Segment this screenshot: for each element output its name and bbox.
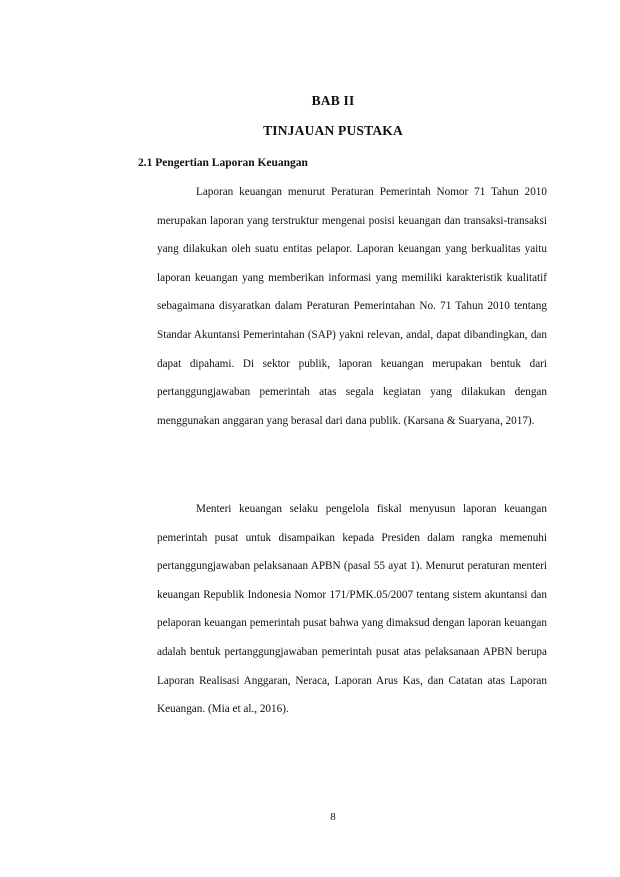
body-paragraph: Laporan keuangan menurut Peraturan Pemerintah Nomor 71 Tahun 2010 merupakan laporan yang terstruktur mengenai posisi keuangan dan transaksi-transaksi yang dilakukan oleh suatu entitas pelapor. Laporan keuangan yang berkualitas yaitu laporan keuangan yang memberikan informasi yang memiliki karakteristik kualitatif sebagaimana disyaratkan dalam Peraturan Pemerintahan No. 71 Tahun 2010 tentang Standar Akuntansi Pemerintahan (SAP) yakni relevan, andal, dapat dibandingkan, dan dapat dipahami. Di sektor publik, laporan keuangan merupakan bentuk dari pertanggungjawaban pemerintah atas segala kegiatan yang dilakukan dengan menggunakan anggaran yang berasal dari dana publik. (Karsana & Suaryana, 2017). [157,186,547,427]
chapter-title: TINJAUAN PUSTAKA [263,123,403,138]
body-paragraph: Menteri keuangan selaku pengelola fiskal menyusun laporan keuangan pemerintah pusat untuk disampaikan kepada Presiden dalam rangka memenuhi pertanggungjawaban pelaksanaan APBN (pasal 55 ayat 1). Menurut peraturan menteri keuangan Republik Indonesia Nomor 171/PMK.05/2007 tentang sistem akuntansi dan pelaporan keuangan pemerintah pusat bahwa yang dimaksud dengan laporan keuangan adalah bentuk pertanggungjawaban pemerintah pusat atas pelaksanaan APBN berupa Laporan Realisasi Anggaran, Neraca, Laporan Arus Kas, dan Catatan atas Laporan Keuangan. (Mia et al., 2016). [157,503,547,716]
page-number: 8 [330,811,336,823]
chapter-number: BAB II [311,93,355,108]
section-heading: 2.1 Pengertian Laporan Keuangan [138,157,308,169]
